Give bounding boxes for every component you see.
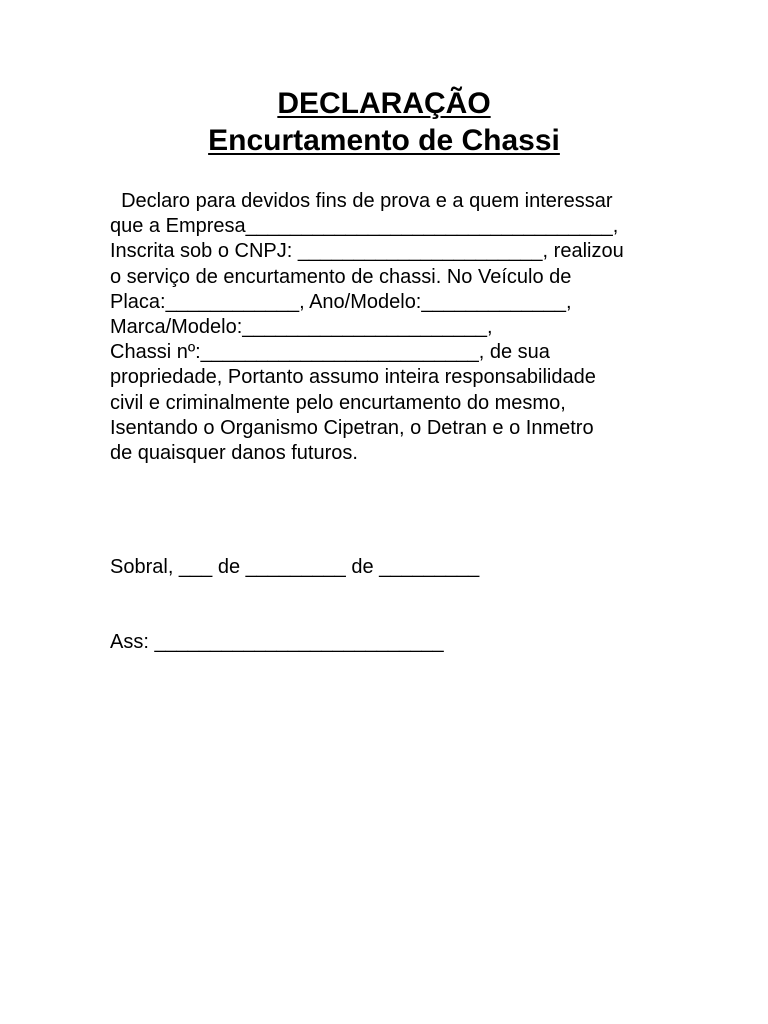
body-line: Marca/Modelo:______________________, bbox=[110, 316, 493, 339]
date-line: Sobral, ___ de _________ de _________ bbox=[110, 556, 480, 578]
body-line: Chassi nº:_________________________, de sua bbox=[110, 341, 550, 364]
body-line: Declaro para devidos fins de prova e a quem interessar bbox=[110, 190, 613, 212]
body-line: Placa:____________, Ano/Modelo:_____________, bbox=[110, 290, 572, 313]
body-line: Isentando o Organismo Cipetran, o Detran e o Inmetro bbox=[110, 416, 594, 439]
body-line: o serviço de encurtamento de chassi. No Veículo de bbox=[110, 265, 572, 288]
body-line: que a Empresa_________________________________, bbox=[110, 215, 619, 238]
body-line: Inscrita sob o CNPJ: ______________________, realizou bbox=[110, 240, 624, 263]
body-line: civil e criminalmente pelo encurtamento do mesmo, bbox=[110, 391, 566, 414]
declaration-body bbox=[110, 189, 710, 466]
signature-line: Ass: __________________________ bbox=[110, 631, 444, 653]
document-title: DECLARAÇÃO bbox=[277, 87, 491, 120]
body-line: propriedade, Portanto assumo inteira responsabilidade bbox=[110, 366, 596, 389]
body-line: de quaisquer danos futuros. bbox=[110, 442, 358, 465]
document-subtitle: Encurtamento de Chassi bbox=[208, 124, 560, 157]
